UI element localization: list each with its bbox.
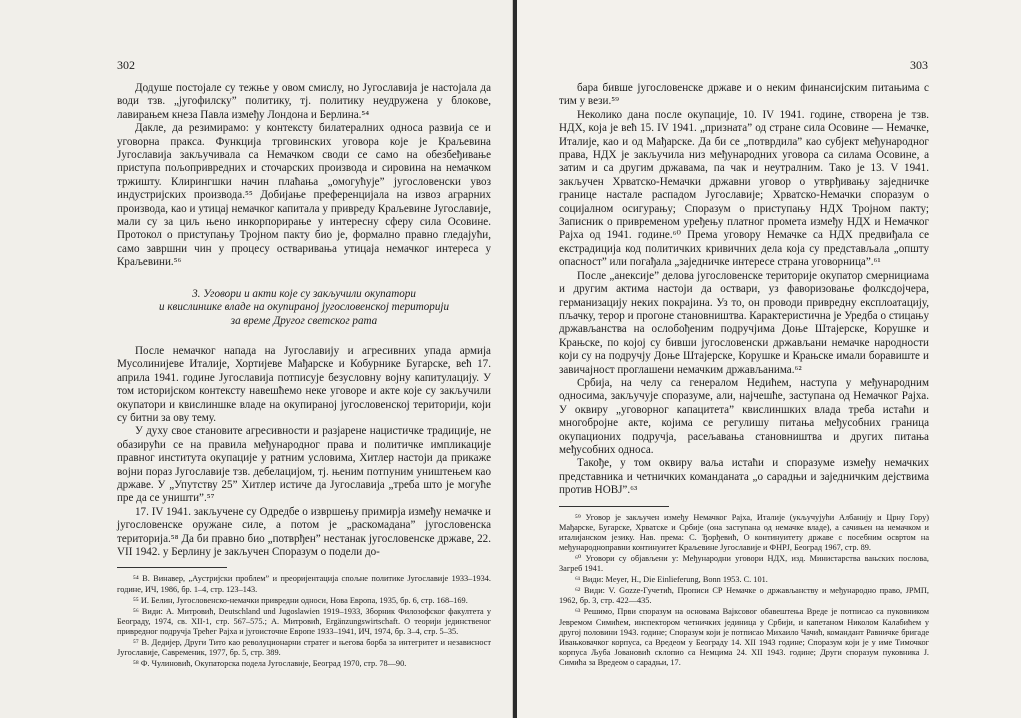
heading-line: за време Другог светског рата bbox=[230, 314, 378, 327]
section-heading bbox=[117, 288, 491, 328]
footnote: ⁵⁹ Уговор је закључен између Немачког Рајха, Италије (укључујући Албанију и Црну Гору) Мађарске, Бугарске, Хрватске и Србије (она заступана од немачке владе), а сачињен на немачком и италијанском језику. Нав. према: С. Ђорђевић, О континуитету државе с посебним освртом на међународноправни континуитет Краљевине Југославије и ФНРЈ, Београд 1967, стр. 89. bbox=[559, 512, 929, 552]
footnote: ⁵⁸ Ф. Чулиновић, Окупаторска подела Југославије, Београд 1970, стр. 78—90. bbox=[133, 659, 407, 669]
paragraph: После немачког напада на Југославију и агресивних упада армија Мусолинијеве Италије, Хортијеве Мађарске и Кобурнике Бугарске, већ 17. априла 1941. године Југославија потписује безусловну војну капитулацију. У том историјском контексту навешћемо неке уговоре и акте које су закључили окупатори и квислиншке владе на окупираној југословенској територији, који су битни за ову тему. bbox=[117, 344, 491, 424]
footnotes bbox=[559, 513, 929, 668]
footnote: ⁵⁶ Види: А. Митровић, Deutschland und Jugoslawien 1919–1933, Зборник Филозофског факултета у Београду, 1974, св. XII-1, стр. 567–575.; А. Митровић, Ergänzungswirtschaft. О теорији јединственог привредног подручја Трећег Рајха и југоисточне Европе 1933–1941, ИЧ, 1974, бр. 3–4, стр. 5–35. bbox=[117, 606, 491, 636]
footnote: ⁶³ Решимо, Први споразум на основама Вајксовог обавештења Вреде је потписао са пуковником Јевремом Симићем, инспектором четничких јединица у Србији, и капетаном Николом Калабићем у другој половини 1943. године; Споразум који је потписао Михаило Чачић, командант Равничке бригаде Ивањковачког корпуса, са Вредеом у Београду 14. XII 1943 године; Споразум који је у име Тимочког корпуса Љуба Јовановић склопио са Немцима 24. XII 1943. године; Други споразум пуковника Ј. Симића за Вредеом о сарадњи, 17. bbox=[559, 607, 929, 667]
footnote: ⁶² Види: V. Gozze-Гучетић, Прописи СР Немачке о држављанству и међународно право, ЈРМП, 1962, бр. 3, стр. 422—435. bbox=[559, 586, 929, 606]
paragraph: Неколико дана после окупације, 10. IV 1941. године, створена је тзв. НДХ, која је већ 15. IV 1941. „призната” од стране сила Осовине — Немачке, Италије, као и од Мађарске. Да би се „потврдила” као субјект међународног права, НДХ је закључила низ међународних уговора са силама Осовине, а затим и са другим државама, па чак и неутралним. Тако је 13. V 1941. закључен Хрватско-Немачки државни уговор о утврђивању заједничке границе настале распадом Југославије; Хрватско-Немачки споразум о социјалном осигурању; Споразум о приступању НДХ Тројном пакту; Записник о привременом уређењу платног промета између НДХ и Немачког Рајха од 1941. године.⁶⁰ Према уговору Немачке са НДХ предвиђала се екстрадиција код политичких кривичних дела која су представљала „општу опасност” или погађала „заједничке интересе страна уговорница”.⁶¹ bbox=[559, 108, 929, 269]
page-number: 303 bbox=[910, 58, 928, 72]
footnote-divider bbox=[559, 506, 669, 507]
paragraph: Дакле, да резимирамо: у контексту билатералних односа развија се и уговорна пракса. Функција трговинских уговора које је Краљевина Југославија закључивала са Немачком своди се само на обезбеђивање приступа пољопривредних и сточарских производа и сировина на немачком тржишту. Клирингшки начин плаћања „омогућује” југословенски увоз индустријских производа.⁵⁵ Добијање преференцијала на извоз аграрних производа, као и утицај немачког капитала у привреду Краљевине Југославије, мали су за циљ њено инкорпорирање у интересну сферу сила Осовине. Протокол о приступању Тројном пакту био је, формално правно гледајући, само завршни чин у процесу остваривања утицаја немачког интереса у Краљевини.⁵⁶ bbox=[117, 122, 491, 269]
paragraph: Србија, на челу са генералом Недићем, наступа у међународним односима, закључује споразуме, али, најчешће, заступана од Немачког Рајха. У оквиру „уговорног капацитета” квислиншких влада треба истаћи и многобројне акте, којима се регулишу питања међусобних граница окупационих подручја, расељавања становништва и других питања међусобних односа. bbox=[559, 376, 929, 456]
footnote: ⁶⁰ Уговори су објављени у: Међународни уговори НДХ, изд. Министарства вањских послова, Загреб 1941. bbox=[559, 553, 929, 574]
footnotes bbox=[117, 574, 491, 669]
page-number: 302 bbox=[117, 58, 135, 72]
paragraph: У духу свое становите агресивности и разјарене нацистичке традиције, не обазирући се на правила међународног права и политичке импликације правног института окупације у ратним условима, Хитлер настоји да прикаже војни пораз Југославије тзв. дебелацијом, тј. њеним потпуним уништењем као државе. У „Упутству 25” Хитлер истиче да Југославија „треба што је могуће пре да се уништи”.⁵⁷ bbox=[117, 425, 491, 505]
paragraph: бара бивше југословенске државе и о неким финансијским питањима с тим у вези.⁵⁹ bbox=[559, 82, 929, 108]
right-body bbox=[559, 82, 929, 669]
footnote: ⁵⁷ В. Дедијер, Други Тито као револуционарни стратег и његова борба за интегритет и независност Југославије, Савременик, 1977, бр. 5, стр. 389. bbox=[117, 637, 491, 658]
footnote: ⁵⁵ И. Белин, Југословенско-немачки привредни односи, Нова Европа, 1935, бр. 6, стр. 168–169. bbox=[133, 595, 468, 605]
paragraph: Такође, у том оквиру ваља истаћи и споразуме између немачких представника и четничких команданата „о сарадњи и заједничким дејствима против НОВЈ”.⁶³ bbox=[559, 457, 929, 497]
heading-line: 3. Уговори и акти које су закључили окупатори bbox=[192, 287, 416, 300]
footnote: ⁵⁴ В. Винавер, „Аустријски проблем” и преоријентација спољне политике Југославије 1933–1934. године, ИЧ, 1986, бр. 1–4, стр. 123–143. bbox=[117, 574, 491, 594]
paragraph: После „анексије” делова југословенске територије окупатор смернициама и другим актима настоји да оствари, уз фаворизовање фолксдојчера, германизацију неких покрајина. Уз то, он проводи привредну експлоатацију, пљачку, терор и прогоне становништва. Карактеристична је Уредба о стицању држављанства на ослобођеним подручјима Доње Штајерске, Корушке и Крањске, по којој су бивши југословенски држављани немачке народности који су на подручју Доње Штајерске, Корушке и Крањске имали боравиште и завичајност проглашени немачким држављанима.⁶² bbox=[559, 269, 929, 376]
footnote: ⁶¹ Види: Meyer, H., Die Einlieferung, Bonn 1953. С. 101. bbox=[575, 575, 768, 585]
footnote-divider bbox=[117, 567, 227, 568]
paragraph: 17. IV 1941. закључене су Одредбе о извршењу примирја између немачке и југословенске оружане силе, а потом је „раскомадана” југословенска територија.⁵⁸ Да би правно био „потврђен” нестанак југословенске државе, 22. VII 1942. у Берлину је закључен Споразум о подели до- bbox=[117, 505, 491, 558]
paragraph: Додуше постојале су тежње у овом смислу, но Југославија је настојала да води тзв. „југофилску” политику, тј. политику неудружена у блокове, лавирањем кнеза Павла између Лондона и Берлина.⁵⁴ bbox=[117, 82, 491, 121]
right-page bbox=[517, 0, 1021, 718]
left-body bbox=[117, 82, 491, 670]
heading-line: и квислиншке владе на окупираној југословенској територији bbox=[159, 301, 449, 314]
